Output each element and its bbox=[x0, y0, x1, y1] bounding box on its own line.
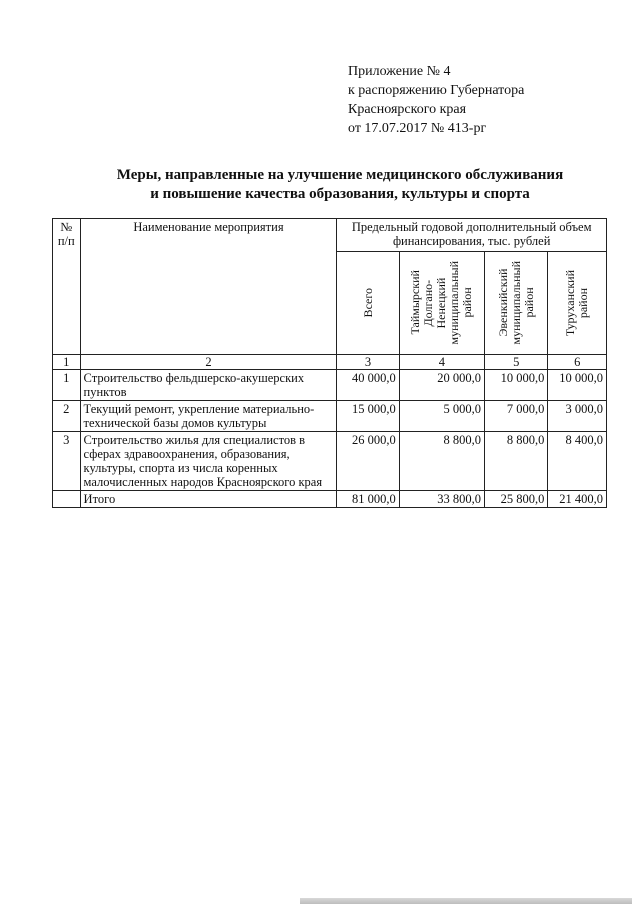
column-index: 4 bbox=[399, 355, 484, 370]
appendix-line: Приложение № 4 bbox=[348, 64, 451, 79]
header-name: Наименование мероприятия bbox=[80, 219, 337, 355]
appendix-line: к распоряжению Губернатора bbox=[348, 83, 525, 98]
row-total: 40 000,0 bbox=[337, 370, 399, 401]
appendix-line: от 17.07.2017 № 413-рг bbox=[348, 121, 487, 136]
page-edge-divider bbox=[300, 898, 632, 904]
appendix-header bbox=[348, 62, 524, 138]
column-index: 2 bbox=[80, 355, 337, 370]
row-taimyr: 20 000,0 bbox=[399, 370, 484, 401]
header-taimyr bbox=[399, 252, 484, 355]
header-total-label: Всего bbox=[360, 288, 375, 318]
header-total bbox=[337, 252, 399, 355]
row-taimyr: 5 000,0 bbox=[399, 401, 484, 432]
row-number: 1 bbox=[53, 370, 81, 401]
total-row bbox=[53, 491, 607, 508]
header-number-label: № п/п bbox=[57, 220, 75, 248]
row-evenki: 7 000,0 bbox=[485, 401, 548, 432]
title-line: и повышение качества образования, культуры и спорта bbox=[150, 186, 530, 202]
header-taimyr-label: Таймырский Долгано- Ненецкий муниципальный район bbox=[408, 261, 475, 345]
total-row-turukhansk: 21 400,0 bbox=[548, 491, 607, 508]
appendix-line: Красноярского края bbox=[348, 102, 467, 117]
column-index: 1 bbox=[53, 355, 81, 370]
column-index: 6 bbox=[548, 355, 607, 370]
total-row-label: Итого bbox=[80, 491, 337, 508]
header-turukhansk-label: Туруханский район bbox=[563, 269, 591, 337]
row-number: 3 bbox=[53, 432, 81, 491]
table-row bbox=[53, 432, 607, 491]
row-turukhansk: 3 000,0 bbox=[548, 401, 607, 432]
total-row-evenki: 25 800,0 bbox=[485, 491, 548, 508]
table-row bbox=[53, 370, 607, 401]
row-total: 15 000,0 bbox=[337, 401, 399, 432]
title-line: Меры, направленные на улучшение медицинского обслуживания bbox=[116, 167, 564, 183]
column-index: 3 bbox=[337, 355, 399, 370]
header-turukhansk bbox=[548, 252, 607, 355]
header-financing: Предельный годовой дополнительный объем финансирования, тыс. рублей bbox=[337, 219, 607, 252]
row-evenki: 10 000,0 bbox=[485, 370, 548, 401]
row-name: Строительство жилья для специалистов в сферах здравоохранения, образования, культуры, спорта из числа коренных малочисленных народов Красноярского края bbox=[80, 432, 337, 491]
row-taimyr: 8 800,0 bbox=[399, 432, 484, 491]
total-row-total: 81 000,0 bbox=[337, 491, 399, 508]
row-name: Текущий ремонт, укрепление материально-технической базы домов культуры bbox=[80, 401, 337, 432]
row-evenki: 8 800,0 bbox=[485, 432, 548, 491]
table-row bbox=[53, 401, 607, 432]
row-turukhansk: 8 400,0 bbox=[548, 432, 607, 491]
measures-table bbox=[52, 218, 607, 508]
row-name: Строительство фельдшерско-акушерских пунктов bbox=[80, 370, 337, 401]
column-index-row bbox=[53, 355, 607, 370]
total-row-taimyr: 33 800,0 bbox=[399, 491, 484, 508]
header-evenki-label: Эвенкийский муниципальный район bbox=[495, 261, 536, 345]
document-title bbox=[60, 166, 620, 204]
header-evenki bbox=[485, 252, 548, 355]
row-turukhansk: 10 000,0 bbox=[548, 370, 607, 401]
header-number bbox=[53, 219, 81, 355]
row-number: 2 bbox=[53, 401, 81, 432]
total-row-number bbox=[53, 491, 81, 508]
row-total: 26 000,0 bbox=[337, 432, 399, 491]
column-index: 5 bbox=[485, 355, 548, 370]
